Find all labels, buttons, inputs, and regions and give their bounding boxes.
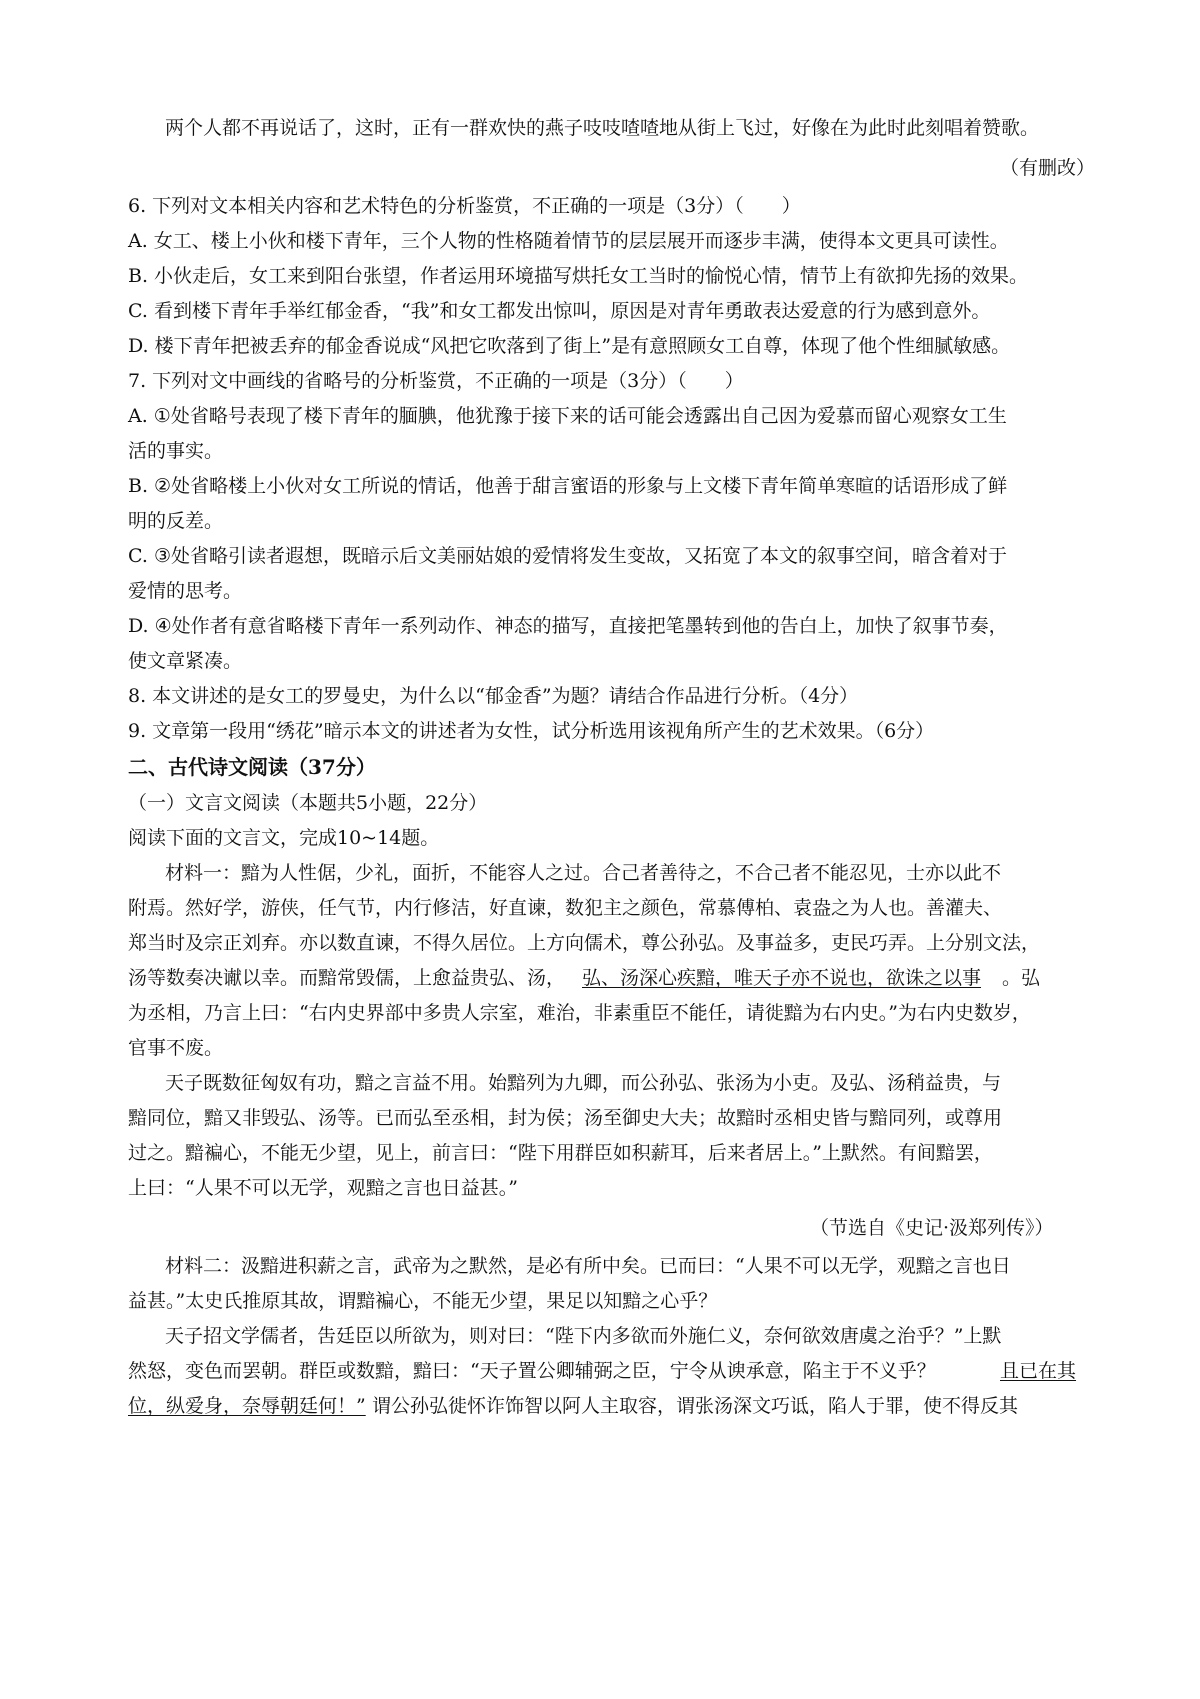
text-line: 明的反差。 [128, 510, 224, 532]
text-line: 9. 文章第一段用“绣花”暗示本文的讲述者为女性，试分析选用该视角所产生的艺术效果。（6分） [128, 720, 935, 742]
text-line: （节选自《史记·汲郑列传》） [810, 1217, 1054, 1239]
text-line: 爱情的思考。 [128, 580, 243, 602]
text-line: 黯同位，黯又非毁弘、汤等。已而弘至丞相，封为侯；汤至御史大夫；故黯时丞相史皆与黯同列，或尊用 [128, 1107, 1003, 1129]
text-line: B. ②处省略楼上小伙对女工所说的情话，他善于甜言蜜语的形象与上文楼下青年简单寒暄的话语形成了鲜 [128, 475, 1008, 497]
text-line: 附焉。然好学，游侠，任气节，内行修洁，好直谏，数犯主之颜色，常慕傅柏、袁盎之为人也。善灌夫、 [128, 897, 1003, 919]
text-line: 汤等数奏决谳以幸。而黯常毁儒，上愈益贵弘、汤， [128, 967, 566, 989]
text-line: D. 楼下青年把被丢弃的郁金香说成“风把它吹落到了街上”是有意照顾女工自尊，体现了他个性细腻敏感。 [128, 335, 1011, 357]
text-line: 阅读下面的文言文，完成10~14题。 [128, 827, 440, 849]
text-line: 材料二：汲黯进积薪之言，武帝为之默然，是必有所中矣。已而曰：“人果不可以无学，观黯之言也日 [165, 1255, 1011, 1277]
text-line: 活的事实。 [128, 440, 224, 462]
text-line: 材料一：黯为人性倨，少礼，面折，不能容人之过。合己者善待之，不合己者不能忍见，士亦以此不 [165, 862, 1002, 884]
text-line: B. 小伙走后，女工来到阳台张望，作者运用环境描写烘托女工当时的愉悦心情，情节上有欲抑先扬的效果。 [128, 265, 1029, 287]
text-line: 谓公孙弘徙怀诈饰智以阿人主取容，谓张汤深文巧诋，陷人于罪，使不得反其 [372, 1395, 1019, 1417]
text-line: 且已在其 [1000, 1360, 1077, 1382]
text-line: 8. 本文讲述的是女工的罗曼史，为什么以“郁金香”为题？请结合作品进行分析。（4分） [128, 685, 859, 707]
text-line: 过之。黯褊心，不能无少望，见上，前言曰：“陛下用群臣如积薪耳，后来者居上。”上默然。有间黯罢， [128, 1142, 993, 1164]
text-line: 两个人都不再说话了，这时，正有一群欢快的燕子吱吱喳喳地从街上飞过，好像在为此时此刻唱着赞歌。 [165, 117, 1040, 139]
text-line: 使文章紧凑。 [128, 650, 243, 672]
text-line: 官事不废。 [128, 1037, 224, 1059]
text-line: 7. 下列对文中画线的省略号的分析鉴赏，不正确的一项是（3分）（ ） [128, 370, 744, 392]
text-line: 天子既数征匈奴有功，黯之言益不用。始黯列为九卿，而公孙弘、张汤为小吏。及弘、汤稍益贵，与 [165, 1072, 1002, 1094]
text-line: （一）文言文阅读（本题共5小题，22分） [128, 792, 488, 814]
text-line: 二、古代诗文阅读（37分） [128, 755, 376, 779]
text-line: 。弘 [1002, 967, 1041, 989]
text-line: 位，纵爱身，奈辱朝廷何！” [128, 1395, 366, 1417]
text-line: D. ④处作者有意省略楼下青年一系列动作、神态的描写，直接把笔墨转到他的告白上，加快了叙事节奏， [128, 615, 1008, 637]
text-line: 益甚。”太史氏推原其故，谓黯褊心，不能无少望，果足以知黯之心乎？ [128, 1290, 718, 1312]
text-line: C. 看到楼下青年手举红郁金香，“我”和女工都发出惊叫，原因是对青年勇敢表达爱意的行为感到意外。 [128, 300, 991, 322]
text-line: 天子招文学儒者，吿廷臣以所欲为，则对曰：“陛下内多欲而外施仁义，奈何欲效唐虞之治乎？”上默 [165, 1325, 1002, 1347]
text-line: 上曰：“人果不可以无学，观黯之言也日益甚。” [128, 1177, 518, 1199]
text-line: C. ③处省略引读者遐想，既暗示后文美丽姑娘的爱情将发生变故，又拓宽了本文的叙事空间，暗含着对于 [128, 545, 1007, 567]
text-line: 然怒，变色而罢朝。群臣或数黯，黯曰：“天子置公卿辅弼之臣，宁令从谀承意，陷主于不义乎？ [128, 1360, 936, 1382]
text-line: 为丞相，乃言上曰：“右内史界部中多贵人宗室，难治，非素重臣不能任，请徙黯为右内史。”为右内史数岁， [128, 1002, 1031, 1024]
text-line: A. ①处省略号表现了楼下青年的腼腆，他犹豫于接下来的话可能会透露出自己因为爱慕而留心观察女工生 [128, 405, 1007, 427]
text-line: A. 女工、楼上小伙和楼下青年，三个人物的性格随着情节的层层展开而逐步丰满，使得本文更具可读性。 [128, 230, 1009, 252]
text-line: 郑当时及宗正刘弃。亦以数直谏，不得久居位。上方向儒术，尊公孙弘。及事益多，吏民巧弄。上分别文法， [128, 932, 1041, 954]
text-line: （有删改） [1000, 157, 1096, 179]
text-line: 弘、汤深心疾黯，唯天子亦不说也，欲诛之以事 [582, 967, 982, 989]
text-line: 6. 下列对文本相关内容和艺术特色的分析鉴赏，不正确的一项是（3分）（ ） [128, 195, 801, 217]
